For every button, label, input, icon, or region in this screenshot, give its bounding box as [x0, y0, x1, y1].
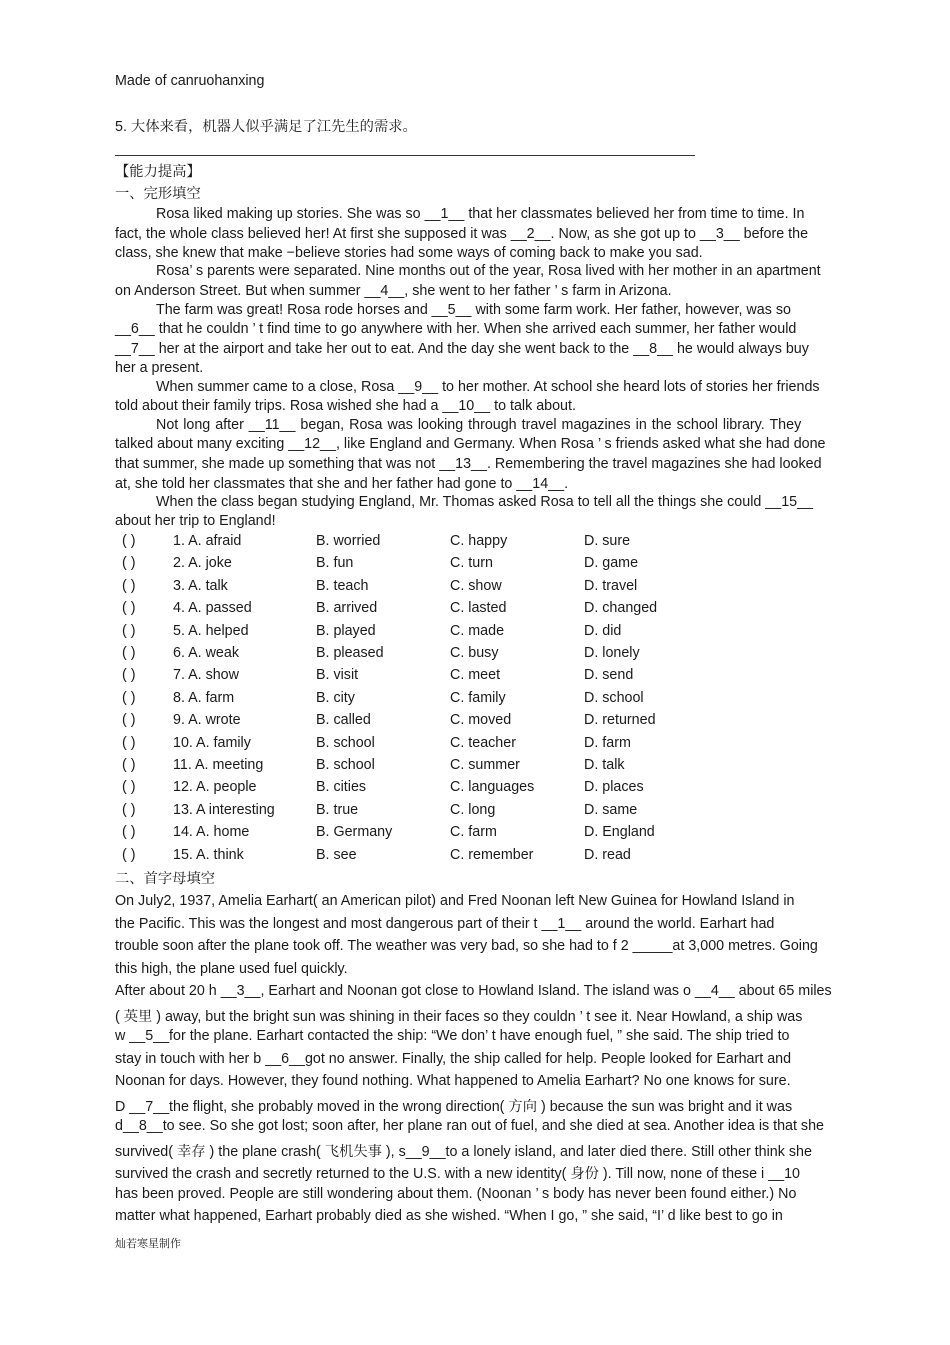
option-d: D. sure	[584, 533, 631, 549]
option-a: 10. A. family	[173, 734, 251, 751]
cloze-line: at, she told her classmates that she and her father had gone to __14__.	[115, 476, 569, 492]
option-a: 8. A. farm	[173, 689, 235, 706]
option-a: 3. A. talk	[173, 577, 228, 594]
option-b: B. fun	[316, 555, 354, 572]
answer-blank: ( )	[122, 667, 136, 684]
answer-blank: ( )	[122, 622, 136, 639]
option-d: D. same	[584, 801, 638, 818]
option-b: B. called	[316, 712, 371, 729]
passage2-line: the Pacific. This was the longest and most dangerous part of their t __1__ around the world. Earhart had	[115, 915, 775, 932]
passage2-line: matter what happened, Earhart probably died as she wished. “When I go, ” she said, “I’ d like best to go in	[115, 1208, 783, 1224]
cloze-line: class, she knew that make −believe stories had some ways of coming back to make you sad.	[115, 245, 703, 261]
option-d: D. places	[584, 779, 644, 796]
part1-title: 一、完形填空	[115, 186, 201, 202]
question-5: 5. 大体来看，机器人似乎满足了江先生的需求。	[115, 119, 417, 135]
answer-blank: ( )	[122, 846, 136, 863]
answer-blank: ( )	[122, 600, 136, 617]
cloze-line: When summer came to a close, Rosa __9__ to her mother. At school she heard lots of stories her friends	[156, 379, 820, 395]
option-a: 6. A. weak	[173, 645, 239, 661]
footer-text: 灿若寒星制作	[115, 1238, 181, 1250]
answer-blank: ( )	[122, 689, 136, 706]
answer-blank: ( )	[122, 645, 136, 661]
passage2-line: survived( 幸存 ) the plane crash( 飞机失事 ), s__9__to a lonely island, and later died there. Still other think she	[115, 1143, 812, 1160]
passage2-line: this high, the plane used fuel quickly.	[115, 960, 348, 977]
passage2-line: d__8__to see. So she got lost; soon after, her plane ran out of fuel, and she died at sea. Another idea is that she	[115, 1118, 824, 1134]
cloze-line: The farm was great! Rosa rode horses and __5__ with some farm work. Her father, however, was so	[156, 302, 791, 318]
option-b: B. city	[316, 689, 355, 706]
option-c: C. teacher	[450, 734, 516, 751]
answer-blank: ( )	[122, 779, 136, 796]
option-b: B. played	[316, 622, 376, 639]
option-d: D. England	[584, 824, 655, 841]
cloze-line: Rosa’ s parents were separated. Nine months out of the year, Rosa lived with her mother in an apartment	[156, 263, 821, 279]
option-a: 9. A. wrote	[173, 712, 241, 729]
answer-blank: ( )	[122, 801, 136, 818]
option-b: B. see	[316, 846, 357, 863]
passage2-line: ( 英里 ) away, but the bright sun was shining in their faces so they couldn ’ t see it. Near Howland, a ship was	[115, 1008, 803, 1025]
answer-blank: ( )	[122, 712, 136, 729]
part2-title: 二、首字母填空	[115, 871, 216, 887]
option-b: B. pleased	[316, 645, 384, 661]
option-b: B. arrived	[316, 600, 378, 617]
option-c: C. summer	[450, 757, 520, 773]
option-a: 13. A interesting	[173, 801, 275, 818]
option-d: D. travel	[584, 577, 638, 594]
passage2-line: trouble soon after the plane took off. The weather was very bad, so she had to f 2 _____at 3,000 metres. Going	[115, 938, 818, 954]
option-d: D. farm	[584, 734, 631, 751]
option-d: D. send	[584, 667, 634, 684]
answer-blank: ( )	[122, 577, 136, 594]
option-a: 11. A. meeting	[173, 757, 264, 773]
option-d: D. school	[584, 689, 644, 706]
option-a: 7. A. show	[173, 667, 239, 684]
option-c: C. show	[450, 577, 502, 594]
passage2-line: Noonan for days. However, they found nothing. What happened to Amelia Earhart? No one knows for sure.	[115, 1073, 791, 1089]
cloze-line: __7__ her at the airport and take her out to eat. And the day she went back to the __8__ he would always buy	[115, 341, 809, 357]
cloze-line: Not long after __11__ began, Rosa was looking through travel magazines in the school library. They	[156, 417, 802, 433]
option-c: C. family	[450, 689, 506, 706]
cloze-line: __6__ that he couldn ’ t find time to go anywhere with her. When she arrived each summer, her father would	[115, 321, 797, 337]
option-c: C. busy	[450, 645, 499, 661]
option-c: C. meet	[450, 667, 501, 684]
passage2-line: has been proved. People are still wondering about them. (Noonan ’ s body has never been found either.) No	[115, 1185, 797, 1202]
option-b: B. teach	[316, 577, 369, 594]
option-a: 2. A. joke	[173, 555, 232, 572]
passage2-line: survived the crash and secretly returned to the U.S. with a new identity( 身份 ). Till now, none of these i __10	[115, 1166, 801, 1182]
answer-blank: ( )	[122, 734, 136, 751]
cloze-line: about her trip to England!	[115, 513, 276, 529]
option-a: 15. A. think	[173, 846, 244, 863]
option-b: B. school	[316, 757, 375, 773]
option-c: C. happy	[450, 533, 508, 549]
option-d: D. returned	[584, 712, 656, 729]
passage2-line: D __7__the flight, she probably moved in the wrong direction( 方向 ) because the sun was bright and it was	[115, 1098, 793, 1115]
cloze-line: on Anderson Street. But when summer __4__, she went to her father ’ s farm in Arizona.	[115, 283, 672, 299]
option-b: B. worried	[316, 533, 381, 549]
answer-blank: ( )	[122, 757, 136, 773]
cloze-line: When the class began studying England, Mr. Thomas asked Rosa to tell all the things she could __15__	[156, 494, 814, 510]
answer-blank: ( )	[122, 824, 136, 841]
option-c: C. lasted	[450, 600, 507, 617]
passage2-line: w __5__for the plane. Earhart contacted the ship: “We don’ t have enough fuel, ” she said. The ship tried to	[115, 1028, 790, 1044]
option-c: C. moved	[450, 712, 512, 729]
option-c: C. turn	[450, 555, 493, 572]
option-d: D. did	[584, 622, 622, 639]
section-title: 【能力提高】	[115, 164, 201, 180]
option-d: D. game	[584, 555, 639, 572]
answer-blank: ( )	[122, 533, 136, 549]
option-d: D. changed	[584, 600, 658, 617]
option-b: B. Germany	[316, 824, 393, 841]
answer-blank: ( )	[122, 555, 136, 572]
passage2-line: On July2, 1937, Amelia Earhart( an American pilot) and Fred Noonan left New Guinea for Howland Island in	[115, 893, 795, 909]
option-c: C. farm	[450, 824, 497, 841]
option-b: B. cities	[316, 779, 367, 796]
passage2-line: stay in touch with her b __6__got no answer. Finally, the ship called for help. People looked for Earhart and	[115, 1050, 792, 1067]
option-c: C. long	[450, 801, 496, 818]
divider-line	[115, 155, 695, 156]
option-d: D. lonely	[584, 645, 640, 661]
option-a: 1. A. afraid	[173, 533, 242, 549]
option-c: C. languages	[450, 779, 535, 796]
option-a: 5. A. helped	[173, 622, 249, 639]
option-b: B. visit	[316, 667, 359, 684]
page-header: Made of canruohanxing	[115, 73, 265, 89]
option-d: D. read	[584, 846, 631, 863]
cloze-line: talked about many exciting __12__, like England and Germany. When Rosa ’ s friends asked what she had done	[115, 436, 826, 452]
cloze-line: Rosa liked making up stories. She was so __1__ that her classmates believed her from time to time. In	[156, 206, 805, 222]
option-c: C. made	[450, 622, 505, 639]
option-d: D. talk	[584, 757, 625, 773]
option-a: 12. A. people	[173, 779, 257, 796]
cloze-line: her a present.	[115, 360, 204, 376]
option-c: C. remember	[450, 846, 534, 863]
cloze-line: that summer, she made up something that was not __13__. Remembering the travel magazines she had looked	[115, 456, 822, 472]
passage2-line: After about 20 h __3__, Earhart and Noonan got close to Howland Island. The island was o __4__ about 65 miles	[115, 983, 832, 999]
option-b: B. true	[316, 801, 359, 818]
option-a: 14. A. home	[173, 824, 250, 841]
option-b: B. school	[316, 734, 375, 751]
cloze-line: told about their family trips. Rosa wished she had a __10__ to talk about.	[115, 398, 576, 414]
cloze-line: fact, the whole class believed her! At first she supposed it was __2__. Now, as she got up to __3__ before the	[115, 226, 809, 242]
option-a: 4. A. passed	[173, 600, 252, 617]
